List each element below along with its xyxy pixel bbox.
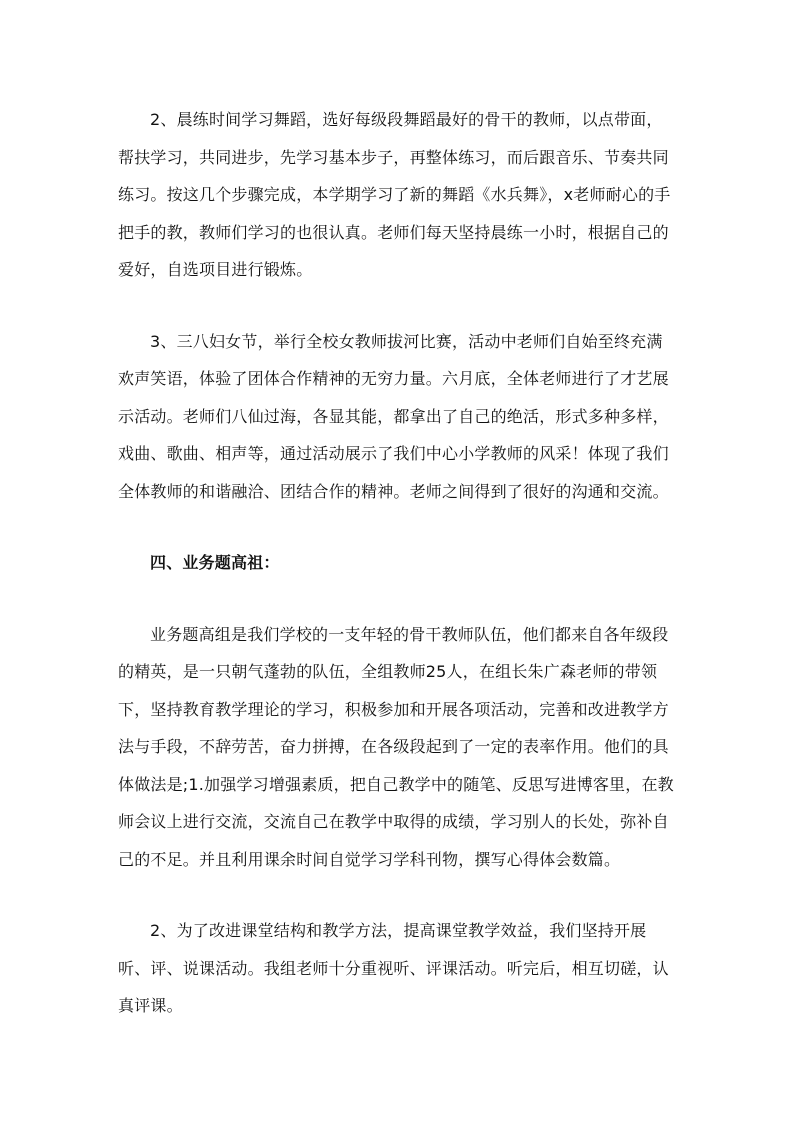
section-heading: 四、业务题高祖： [150, 553, 280, 572]
paragraph-morning-dance: 2、晨练时间学习舞蹈，选好每级段舞蹈最好的骨干的教师，以点带面，帮扶学习，共同进步，先学习基本步子，再整体练习，而后跟音乐、节奏共同练习。按这几个步骤完成，本学期学习了新的舞蹈《水兵舞》，x老师耐心的手把手的教，教师们学习的也很认真。老师们每天坚持晨练一小时，根据自己的爱好，自选项目进行锻炼。 [118, 110, 671, 279]
paragraph-gap [118, 289, 678, 323]
paragraph-lesson-activities: 2、为了改进课堂结构和教学方法，提高课堂教学效益，我们坚持开展听、评、说课活动。我组老师十分重视听、评课活动。听完后，相互切磋，认真评课。 [118, 921, 669, 1015]
paragraph-gap [118, 878, 678, 912]
paragraph-group-intro: 业务题高组是我们学校的一支年轻的骨干教师队伍，他们都来自各年级段的精英，是一只朝气蓬勃的队伍，全组教师25人，在组长朱广森老师的带领下，坚持教育教学理论的学习，积极参加和开展各项活动，完善和改进教学方法与手段，不辞劳苦，奋力拼搏，在各级段起到了一定的表率作用。他们的具体做法是;1.加强学习增强素质，把自己教学中的随笔、反思写进博客里，在教师会议上进行交流，交流自己在教学中取得的成绩，学习别人的长处，弥补自己的不足。并且利用课余时间自觉学习学科刊物，撰写心得体会数篇。 [118, 624, 674, 869]
paragraph-gap [118, 510, 678, 544]
document-body [118, 101, 678, 1025]
paragraph-womens-day: 3、三八妇女节，举行全校女教师拔河比赛，活动中老师们自始至终充满欢声笑语，体验了团体合作精神的无穷力量。六月底，全体老师进行了才艺展示活动。老师们八仙过海，各显其能，都拿出了自己的绝活，形式多种多样，戏曲、歌曲、相声等，通过活动展示了我们中心小学教师的风采！体现了我们全体教师的和谐融洽、团结合作的精神。老师之间得到了很好的沟通和交流。 [118, 331, 669, 501]
paragraph-gap [118, 582, 678, 616]
